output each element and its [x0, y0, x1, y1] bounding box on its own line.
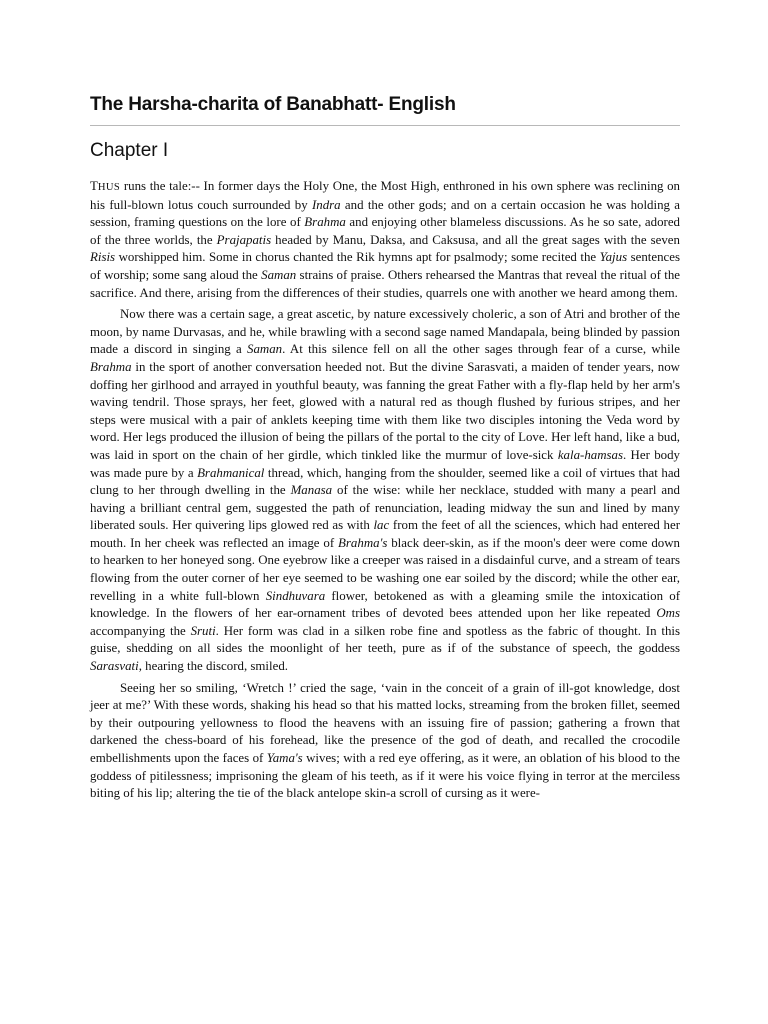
text-run: worshipped him. Some in chorus chanted the Rik hymns apt for psalmody; some recited the: [115, 250, 600, 265]
text-run: . Her form was clad in a silken robe fine and spotless as the fabric of thought. In this guise, shedding on all sides the moonlight of her teeth, pure as if of the substance of speech, the goddess: [90, 623, 680, 656]
italic-term: Indra: [311, 197, 341, 212]
text-run: . At this silence fell on all the other sages through fear of a curse, while: [282, 342, 680, 357]
text-run: Now there was a certain sage, a great ascetic, by nature excessively choleric, a son of Atri and brother of the moon, by name Durvasas, and he, while brawling with a second sage named Mandapala, being blinded by passion made a discord in singing a: [90, 307, 680, 357]
title-divider: [90, 125, 680, 126]
text-run: from the feet of all the sciences, which had entered her mouth. In her cheek was reflected an image of: [90, 518, 680, 550]
first-letter: T: [90, 179, 98, 193]
paragraph-3: [90, 680, 680, 803]
text-run: of the wise: while her necklace, studded with many a pearl and having a brilliant central gem, suggested the path of renunciation, leading midway the sun and lined by many liberated souls. Her quivering lips glowed red as with: [90, 483, 680, 533]
text-run: headed by Manu, Daksa, and Caksusa, and all the great sages with the seven: [271, 232, 680, 247]
text-run: black deer-skin, as if the moon's deer were come down to hearken to her honeyed song. One eyebrow like a creeper was raised in a disdainful curve, and a stream of tears flowing from the outer corner of her eye seemed to be washing one ear soiled by the discord; while the other ear, revelling in a white full-blown: [90, 535, 681, 603]
italic-term: Prajapatis: [216, 232, 272, 247]
italic-term: Saman: [247, 342, 283, 357]
text-run: sentences of worship; some sang aloud the: [90, 250, 680, 282]
chapter-body: [90, 178, 680, 807]
italic-term: Manasa: [290, 483, 333, 498]
text-run: strains of praise. Others rehearsed the Mantras that reveal the ritual of the sacrifice. And there, arising from the differences of their studies, quarrels one with another we heard among them.: [90, 267, 681, 300]
italic-term: Yajus: [599, 250, 628, 265]
chapter-heading: Chapter I: [90, 140, 169, 161]
italic-term: Saman: [261, 267, 297, 282]
text-run: and the other gods; and on a certain occasion he was holding a session, framing questions on the lore of: [90, 197, 680, 230]
text-run: and enjoying other blameless discussions. As he so sate, adored of the three worlds, the: [90, 215, 680, 247]
paragraph-2: [90, 306, 680, 675]
text-run: runs the tale:-- In former days the Holy One, the Most High, enthroned in his own sphere was reclining on his full-blown lotus couch surrounded by: [90, 179, 680, 212]
italic-term: Yama's: [266, 751, 303, 765]
italic-term: lac: [373, 518, 390, 533]
italic-term: Risis: [90, 250, 116, 265]
paragraph-1: [90, 178, 680, 302]
paragraph-3-text: [90, 681, 680, 801]
text-run: flower, betokened as with a gleaming smile the intoxication of knowledge. In the flowers of her ear-ornament tribes of devoted bees attended upon her like repeated: [90, 588, 680, 621]
paragraph-2-text: [90, 307, 680, 673]
italic-term: Brahmanical: [197, 465, 265, 480]
italic-term: Brahma: [304, 215, 346, 230]
text-run: . Her body was made pure by a: [90, 447, 680, 480]
italic-term: Sruti: [190, 623, 216, 638]
text-run: Seeing her so smiling, ‘Wretch !’ cried the sage, ‘vain in the conceit of a grain of ill-got knowledge, dost jeer at me?’ With these words, shaking his head so that his matted locks, streaming from the broken fillet, seemed by their outpouring yellowness to flood the heavens with an issuing fire of passion; gathering a frown that darkened the chess-board of his forehead, like the presence of the god of death, and recalled the crocodile embellishments upon the faces of: [90, 680, 680, 765]
document-title: The Harsha-charita of Banabhatt- English: [90, 94, 456, 115]
italic-term: kala-hamsas: [557, 447, 623, 462]
italic-term: Oms: [656, 606, 680, 621]
italic-term: Brahma's: [338, 535, 388, 550]
text-run: accompanying the: [90, 623, 191, 638]
italic-term: Sindhuvara: [265, 588, 326, 603]
text-run: thread, which, hanging from the shoulder, seemed like a coil of virtues that had clung to her through dwelling in the: [90, 465, 680, 498]
text-run: , hearing the discord, smiled.: [138, 659, 288, 674]
text-run: in the sport of another conversation heeded not. But the divine Sarasvati, a maiden of tender years, now doffing her girlhood and arrayed in youthful beauty, was fanning the great Father with a fly-flap held by her arm's waving tendril. Those sprays, her feet, glowed with a natural red as though flushed by furious stripes, and her steps were musical with a pair of anklets keeping time with them like two disciples intoning the Veda word by word. Her legs produced the illusion of being the pillars of the portal to the city of Love. Her left hand, like a bud, was laid in sport on the chain of her girdle, which tinkled like the murmur of love-sick: [90, 359, 680, 462]
italic-term: Brahma: [90, 359, 132, 374]
italic-term: Sarasvati: [90, 659, 139, 674]
text-run: wives; with a red eye offering, as it were, an oblation of his blood to the goddess of pitilessness; imprisoning the gleam of his teeth, as if it were his voice flying in terror at the merciless biting of his lip; altering the tie of the black antelope skin-a scroll of cursing as it were-: [90, 751, 680, 801]
paragraph-1-text: [90, 179, 680, 300]
opening-small-caps: HUS: [97, 182, 121, 193]
